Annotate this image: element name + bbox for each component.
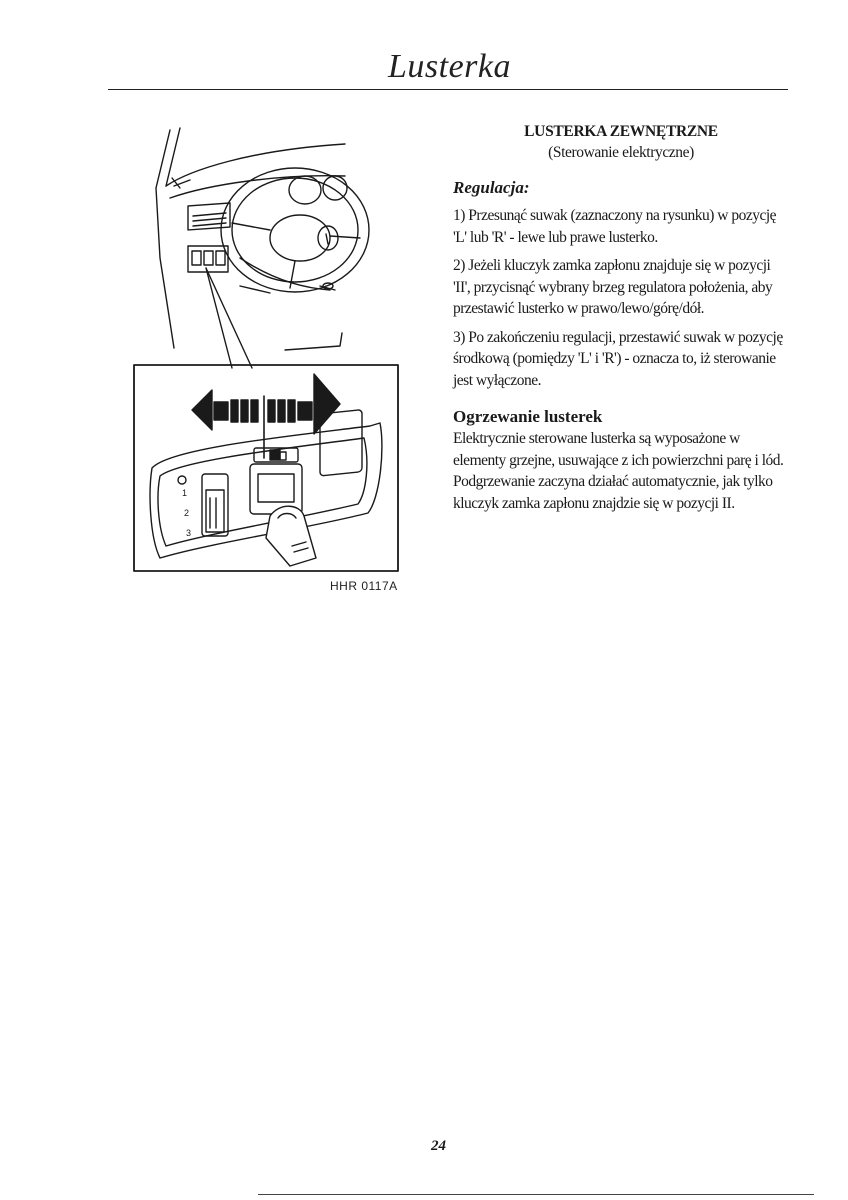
figure-code: HHR 0117A — [330, 579, 398, 593]
text-column — [453, 122, 789, 521]
section-heading: LUSTERKA ZEWNĘTRZNE — [524, 123, 718, 140]
page-title: Lusterka — [388, 48, 511, 85]
paragraph: 2) Jeżeli kluczyk zamka zapłonu znajduje się w pozycji 'II', przycisnąć wybrany brzeg regulatora położenia, aby przestawić lusterko w prawo/lewo/górę/dół. — [453, 257, 773, 317]
svg-text:2: 2 — [184, 508, 190, 518]
page-number: 24 — [431, 1138, 446, 1154]
subsection-title-ogrzewanie: Ogrzewanie lusterek — [453, 407, 603, 426]
svg-text:3: 3 — [186, 528, 192, 538]
paragraph: 3) Po zakończeniu regulacji, przestawić suwak w pozycję środkową (pomiędzy 'L' i 'R') - oznacza to, iż sterowanie jest wyłączone. — [453, 328, 783, 389]
double-arrow-icon — [192, 374, 340, 458]
subsection-title-regulacja: Regulacja: — [453, 178, 530, 197]
dashboard-drawing — [156, 128, 369, 368]
title-rule — [108, 89, 788, 90]
paragraph: Elektrycznie sterowane lusterka są wyposażone w elementy grzejne, usuwające z ich powierzchni parę i lód. Podgrzewanie zaczyna działać automatycznie, jak tylko kluczyk zamka zapłonu znajdzie się w pozycji II. — [453, 430, 784, 512]
bottom-rule — [258, 1194, 814, 1195]
paragraph: 1) Przesunąć suwak (zaznaczony na rysunku) w pozycję 'L' lub 'R' - lewe lub prawe lusterko. — [453, 207, 777, 246]
svg-text:1: 1 — [182, 488, 188, 498]
section-subheading: (Sterowanie elektryczne) — [548, 144, 694, 161]
mirror-control-illustration — [130, 118, 402, 578]
